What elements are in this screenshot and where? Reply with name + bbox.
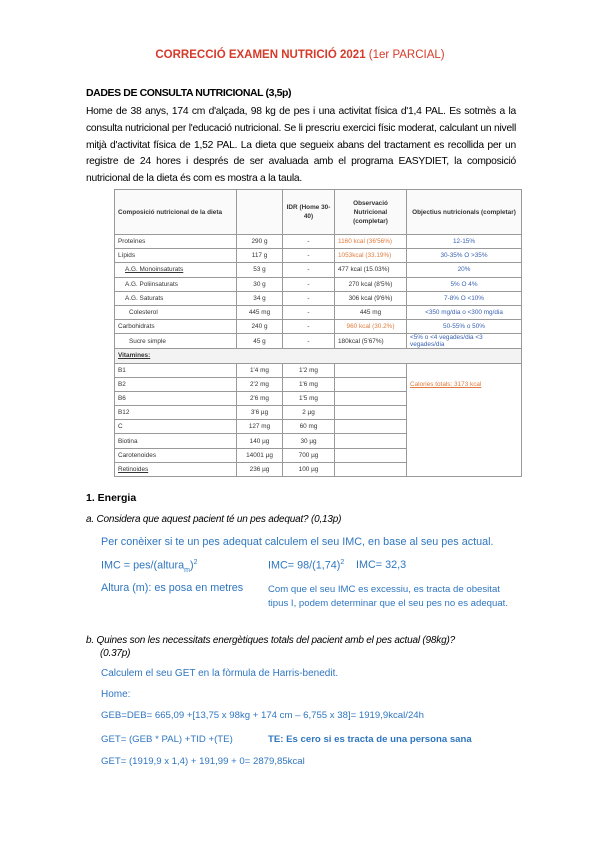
cell-obs: 1053kcal (33.19%) [335, 249, 407, 263]
cell-idr: 1'6 mg [283, 377, 335, 391]
cell-obj: 5% O 4% [407, 277, 522, 291]
cell-obj: 7-8% O <10% [407, 291, 522, 305]
table-row [115, 263, 522, 277]
imc-calc: $IMC= 98/(1,74)^2$ [268, 559, 345, 572]
imc-result: IMC= 32,3 [356, 559, 407, 571]
imc-formula: IMC = pes/(altura$_m$)$^2$ [101, 559, 198, 574]
cell-idr: 1'5 mg [283, 391, 335, 405]
cell-name: Retinoides [115, 462, 237, 476]
cell-obs [335, 363, 407, 377]
vitamin-row [115, 420, 522, 434]
cell-value: 240 g [237, 320, 283, 334]
cell-name: Carotenoides [115, 448, 237, 462]
cell-obj: 12-15% [407, 235, 522, 249]
answer-b-intro: Calculem el seu GET en la fòrmula de Harris-benedit. [101, 668, 339, 679]
cell-obj [407, 406, 522, 420]
cell-obj: <350 mg/dia o <300 mg/dia [407, 305, 522, 319]
cell-obs: 180kcal (5'67%) [335, 334, 407, 349]
home-label: Home: [101, 689, 131, 700]
cell-name: Biotina [115, 434, 237, 448]
cell-obj [407, 448, 522, 462]
cell-obs: 306 kcal (9'6%) [335, 291, 407, 305]
cell-obs [335, 434, 407, 448]
cell-idr: - [283, 235, 335, 249]
cell-obj [407, 391, 522, 405]
cell-name: A.G. Monoinsaturats [115, 263, 237, 277]
cell-name: A.G. Poliinsaturats [115, 277, 237, 291]
vitamins-label: Vitamines: [115, 349, 522, 363]
table-row [115, 320, 522, 334]
col-header-composition: Composició nutricional de la dieta [115, 190, 237, 235]
cell-obs [335, 420, 407, 434]
cell-name: C [115, 420, 237, 434]
cell-name: B6 [115, 391, 237, 405]
cell-value: 2'2 mg [237, 377, 283, 391]
question-a: a. Considera que aquest pacient té un pes adequat? (0,13p) [86, 514, 342, 525]
cell-obs [335, 462, 407, 476]
cell-obj: 30-35% O >35% [407, 249, 522, 263]
cell-value: 1'4 mg [237, 363, 283, 377]
table-row [115, 291, 522, 305]
te-note: TE: Es cero si es tracta de una persona sana [268, 734, 472, 745]
cell-obs: 270 kcal (8'5%) [335, 277, 407, 291]
question-b: b. Quines son les necessitats energètiques totals del pacient amb el pes actual (98kg)? (0.37p) [86, 635, 455, 659]
table-row [115, 334, 522, 349]
cell-obj [407, 434, 522, 448]
cell-name: Lípids [115, 249, 237, 263]
imc-conclusion: Com que el seu IMC es excessiu, es tracta de obesitat tipus I, podem determinar que el seu pes no es adequat. [268, 584, 508, 609]
cell-value: 140 µg [237, 434, 283, 448]
cell-value: 290 g [237, 235, 283, 249]
page-title [0, 49, 600, 61]
cell-obj [407, 377, 522, 391]
cell-name: A.G. Saturats [115, 291, 237, 305]
cell-obj [407, 462, 522, 476]
cell-value: 14001 µg [237, 448, 283, 462]
cell-obs [335, 391, 407, 405]
cell-idr: - [283, 249, 335, 263]
cell-obj: 20% [407, 263, 522, 277]
cell-obj [407, 420, 522, 434]
table-row [115, 235, 522, 249]
cell-obs [335, 377, 407, 391]
cell-value: 45 g [237, 334, 283, 349]
table-row [115, 249, 522, 263]
cell-name: Carbohidrats [115, 320, 237, 334]
cell-obs: 477 kcal (15.03%) [335, 263, 407, 277]
get-calc: GET= (1919,9 x 1,4) + 191,99 + 0= 2879,85kcal [101, 756, 305, 767]
title-sub: (1er PARCIAL) [368, 49, 445, 61]
cell-obj [407, 363, 522, 377]
cell-obs [335, 406, 407, 420]
intro-paragraph: Home de 38 anys, 174 cm d'alçada, 98 kg de pes i una activitat física d'1,4 PAL. Es sotmès a la consulta nutricional per l'educació nutricional. Se li prescriu exercici físic moderat, calculant un nivell mitjà d'activitat física de 1,52 PAL. La dieta que segueix abans del tractament es recollida per un registre de 24 hores i després de ser avaluada amb el programa EASYDIET, la composició nutricional de la dieta és com es mostra a la taula. [86, 106, 516, 185]
cell-obs: 1160 kcal (36'56%) [335, 235, 407, 249]
cell-idr: - [283, 277, 335, 291]
cell-obj: 50-55% o 50% [407, 320, 522, 334]
col-header-value [237, 190, 283, 235]
get-formula: GET= (GEB * PAL) +TID +(TE) [101, 734, 233, 745]
cell-value: 236 µg [237, 462, 283, 476]
cell-idr: 30 µg [283, 434, 335, 448]
vitamin-row [115, 391, 522, 405]
cell-value: 445 mg [237, 305, 283, 319]
nutrition-table [114, 189, 522, 477]
cell-value: 53 g [237, 263, 283, 277]
geb-formula: GEB=DEB= 665,09 +[13,75 x 98kg + 174 cm – 6,755 x 38]= 1919,9kcal/24h [101, 710, 424, 721]
cell-value: 117 g [237, 249, 283, 263]
vitamins-header-row [115, 349, 522, 363]
col-header-idr: IDR (Home 30-40) [283, 190, 335, 235]
cell-value: 30 g [237, 277, 283, 291]
energy-heading: 1. Energia [86, 492, 137, 504]
answer-a-intro: Per conèixer si te un pes adequat calculem el seu IMC, en base al seu pes actual. [101, 536, 494, 548]
cell-obs [335, 448, 407, 462]
cell-name: Sucre simple [115, 334, 237, 349]
cell-value: 3'6 µg [237, 406, 283, 420]
vitamin-row [115, 406, 522, 420]
vitamin-row [115, 363, 522, 377]
vitamin-row [115, 377, 522, 391]
cell-idr: - [283, 291, 335, 305]
cell-idr: 100 µg [283, 462, 335, 476]
cell-obs: 445 mg [335, 305, 407, 319]
cell-name: Proteïnes [115, 235, 237, 249]
col-header-obs: Observació Nutricional (completar) [335, 190, 407, 235]
cell-name: B1 [115, 363, 237, 377]
title-main: CORRECCIÓ EXAMEN NUTRICIÓ 2021 [155, 49, 366, 61]
vitamin-row [115, 448, 522, 462]
calories-total: Calories totals: 3173 kcal [410, 380, 482, 388]
cell-idr: 1'2 mg [283, 363, 335, 377]
cell-obj: <5% o <4 vegades/dia <3 vegades/dia [407, 334, 522, 349]
cell-idr: 60 mg [283, 420, 335, 434]
vitamin-row [115, 462, 522, 476]
cell-name: Colesterol [115, 305, 237, 319]
col-header-obj: Objectius nutricionals (completar) [407, 190, 522, 235]
cell-value: 127 mg [237, 420, 283, 434]
section-heading: DADES DE CONSULTA NUTRICIONAL (3,5p) [86, 87, 292, 99]
vitamin-row [115, 434, 522, 448]
cell-idr: - [283, 305, 335, 319]
cell-name: B2 [115, 377, 237, 391]
cell-idr: 700 µg [283, 448, 335, 462]
cell-idr: - [283, 320, 335, 334]
cell-idr: 2 µg [283, 406, 335, 420]
table-row [115, 277, 522, 291]
height-note: Altura (m): es posa en metres [101, 582, 244, 594]
cell-obs: 960 kcal (30.2%) [335, 320, 407, 334]
cell-value: 34 g [237, 291, 283, 305]
table-row [115, 305, 522, 319]
cell-value: 2'6 mg [237, 391, 283, 405]
cell-idr: - [283, 263, 335, 277]
cell-idr: - [283, 334, 335, 349]
cell-name: B12 [115, 406, 237, 420]
